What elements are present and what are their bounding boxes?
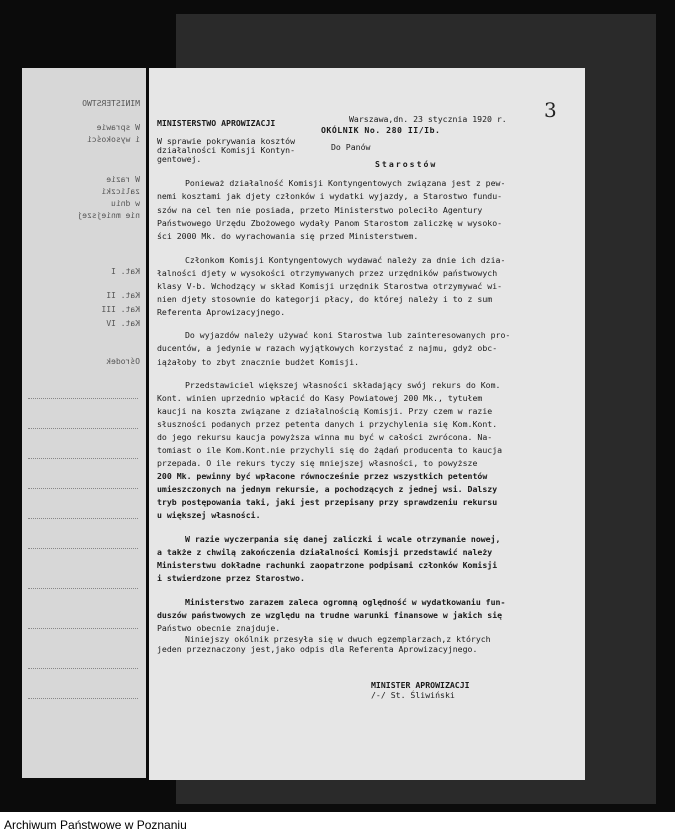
left-page-dotted-rule bbox=[28, 548, 138, 549]
left-page-dotted-rule bbox=[28, 588, 138, 589]
body-line: Państwo obecnie znajduje. bbox=[157, 623, 281, 633]
body-line: tryb postępowania taki, jaki jest przepisany przy sprawdzeniu rekursu bbox=[157, 497, 498, 507]
body-line: jeden przeznaczony jest,jako odpis dla Referenta Aprowizacyjnego. bbox=[157, 644, 478, 654]
body-line: tomiast o ile Kom.Kont.nie przychyli się do żądań producenta to kaucja bbox=[157, 445, 503, 455]
handwritten-page-number: 3 bbox=[544, 98, 557, 122]
left-page-line: MINISTERSTWO bbox=[82, 99, 140, 108]
subject-line: W sprawie pokrywania kosztów bbox=[157, 136, 296, 146]
signature-name: /-/ St. Śliwiński bbox=[371, 690, 455, 700]
body-line: Przedstawiciel większej własności składający swój rekurs do Kom. bbox=[185, 380, 501, 390]
left-page-line: Kat. IV bbox=[106, 319, 140, 328]
left-page-dotted-rule bbox=[28, 698, 138, 699]
signature-title: MINISTER APROWIZACJI bbox=[371, 680, 470, 690]
left-page-line: w dniu bbox=[111, 199, 140, 208]
body-line: klasy V-b. Wchodzący w skład Komisji urzędnik Starostwa otrzymywać wi- bbox=[157, 281, 503, 291]
left-page-line: W razie bbox=[106, 175, 140, 184]
body-line: a także z chwilą zakończenia działalności Komisji przedstawić należy bbox=[157, 547, 493, 557]
body-line: łalności djety w wysokości otrzymywanych przez urzędników państwowych bbox=[157, 268, 498, 278]
left-page-line: zaliczki bbox=[101, 187, 140, 196]
left-page-line: nie mniejszej bbox=[77, 211, 140, 220]
body-line: ści 2000 Mk. do wyrachowania się przed Ministerstwem. bbox=[157, 231, 419, 241]
circular-number: OKÓLNIK No. 280 II/Ib. bbox=[321, 125, 441, 135]
left-page-dotted-rule bbox=[28, 668, 138, 669]
body-line: Ministerstwo zarazem zaleca ogromną oględność w wydatkowaniu fun- bbox=[185, 597, 506, 607]
body-line: Państwowego Urzędu Zbożowego wydały Panom Starostom zaliczkę w wysoko- bbox=[157, 218, 503, 228]
body-line: ducentów, a jedynie w razach wyjątkowych korzystać z najmu, gdyż obc- bbox=[157, 343, 498, 353]
left-page-line: W sprawie bbox=[96, 123, 140, 132]
body-line: i stwierdzone przez Starostwo. bbox=[157, 573, 305, 583]
archive-name: Archiwum Państwowe w Poznaniu bbox=[4, 818, 187, 832]
body-line: słuszności podanych przez petenta danych i przychylenia się Kom.Kont. bbox=[157, 419, 498, 429]
left-page-dotted-rule bbox=[28, 488, 138, 489]
body-line: przepada. O ile rekurs tyczy się mniejszej własności, to powyższe bbox=[157, 458, 478, 468]
left-page-line: Kat. I bbox=[111, 267, 140, 276]
left-page-dotted-rule bbox=[28, 398, 138, 399]
body-line: kaucji na koszta związane z działalnością Komisji. Przy czem w razie bbox=[157, 406, 493, 416]
body-line: duszów państwowych ze względu na trudne warunki finansowe w jakich się bbox=[157, 610, 503, 620]
left-page-dotted-rule bbox=[28, 628, 138, 629]
left-page-dotted-rule bbox=[28, 428, 138, 429]
body-line: Ministerstwu dokładne rachunki zaopatrzone podpisami członków Komisji bbox=[157, 560, 498, 570]
body-line: u większej własności. bbox=[157, 510, 261, 520]
body-line: Referenta Aprowizacyjnego. bbox=[157, 307, 286, 317]
left-page-bleedthrough bbox=[22, 68, 146, 778]
addressee-line: Starostów bbox=[375, 159, 438, 169]
body-line: do jego rekursu kaucja powyższa winna mu być w całości zwrócona. Na- bbox=[157, 432, 493, 442]
body-line: Ponieważ działalność Komisji Kontyngentowych związana jest z pew- bbox=[185, 178, 506, 188]
body-line: Członkom Komisji Kontyngentowych wydawać należy za dnie ich dzia- bbox=[185, 255, 506, 265]
ministry-header: MINISTERSTWO APROWIZACJI bbox=[157, 118, 276, 128]
place-date: Warszawa,dn. 23 stycznia 1920 r. bbox=[349, 114, 507, 124]
body-line: nemi kosztami jak djety członków i wydatki wyjazdy, a Starostwo fundu- bbox=[157, 191, 503, 201]
left-page-line: i wysokości bbox=[87, 135, 140, 144]
body-line: umieszczonych na jednym rekursie, a pochodzących z jednej wsi. Dalszy bbox=[157, 484, 498, 494]
body-line: Do wyjazdów należy używać koni Starostwa lub zainteresowanych pro- bbox=[185, 330, 511, 340]
left-page-line: Kat. II bbox=[106, 291, 140, 300]
subject-line: gentowej. bbox=[157, 154, 202, 164]
body-line: Niniejszy okólnik przesyła się w dwuch egzemplarzach,z których bbox=[185, 634, 491, 644]
subject-line: działalności Komisji Kontyn- bbox=[157, 145, 296, 155]
body-line: W razie wyczerpania się danej zaliczki i wcale otrzymanie nowej, bbox=[185, 534, 501, 544]
archive-footer bbox=[0, 812, 675, 840]
body-line: iążałoby to zbyt znacznie budżet Komisji. bbox=[157, 357, 360, 367]
addressee-line: Do Panów bbox=[331, 142, 371, 152]
left-page-line: Ośrodek bbox=[106, 357, 140, 366]
left-page-dotted-rule bbox=[28, 518, 138, 519]
left-page-dotted-rule bbox=[28, 458, 138, 459]
circular-document bbox=[149, 68, 585, 780]
body-line: nien djety stosownie do kategorji płacy, do której należy i to z sum bbox=[157, 294, 493, 304]
left-page-line: Kat. III bbox=[101, 305, 140, 314]
body-line: szów na cel ten nie posiada, przeto Ministerstwo poleciło Agentury bbox=[157, 205, 483, 215]
body-line: Kont. winien uprzednio wpłacić do Kasy Powiatowej 200 Mk., tytułem bbox=[157, 393, 483, 403]
body-line: 200 Mk. pewinny być wpłacone równocześnie przez wszystkich petentów bbox=[157, 471, 488, 481]
